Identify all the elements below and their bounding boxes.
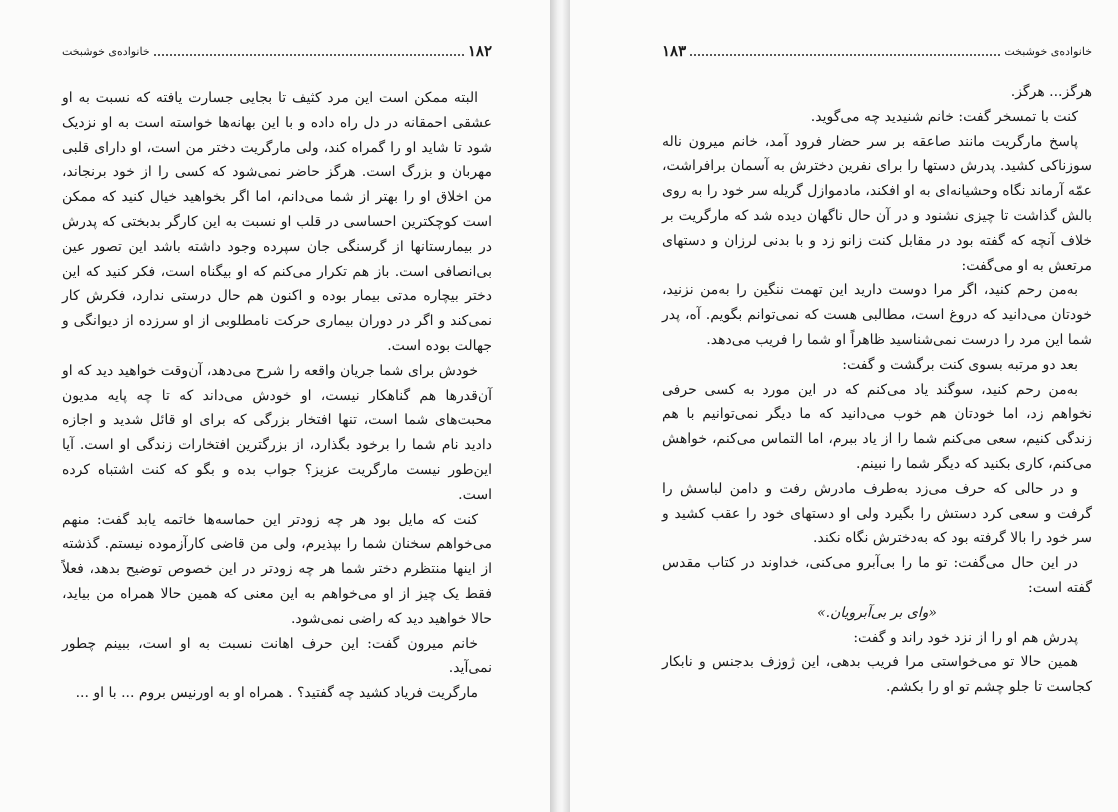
paragraph: و در حالی که حرف می‌زد به‌طرف مادرش رفت و دامن لباسش را گرفت و سعی کرد دستش را بگیرد ولی او دستهای خود را عقب کشید و سر خود را بالا گرفته بود که به‌دخترش نگاه نکند.	[662, 480, 1092, 547]
paragraph: کنت که مایل بود هر چه زودتر این حماسه‌ها خاتمه یابد گفت: منهم می‌خواهم سخنان شما را بپذیرم، ولی من قاضی کارآزموده نیستم. گذشته از اینها منتظرم دختر شما هر چه زودتر در این خصوص توضیح بدهد، فعلاً فقط یک چیز از او می‌خواهم به این معنی که همین حالا همراه من بیاید، حالا خواهید دید که راضی نمی‌شود.	[62, 511, 493, 627]
paragraph: هرگز... هرگز.	[1010, 84, 1092, 100]
paragraph: به‌من رحم کنید، سوگند یاد می‌کنم که در این مورد به کسی حرفی نخواهم زد، اما خودتان هم خوب می‌دانید که ما دیگر نمی‌توانیم با هم زندگی کنیم، سعی می‌کنم شما را از یاد ببرم، اما التماس می‌کنم، خواهش می‌کنم، کاری بکنید که دیگر شما را نبینم.	[662, 381, 1092, 472]
book-gutter	[550, 0, 570, 812]
paragraph: خانم میرون گفت: این حرف اهانت نسبت به او است، ببینم چطور نمی‌آید.	[62, 635, 492, 677]
left-page	[0, 0, 550, 812]
running-title: خانواده‌ی خوشبخت	[1004, 44, 1092, 58]
paragraph: خودش برای شما جریان واقعه را شرح می‌دهد، آن‌وقت خواهید دید که او آن‌قدرها هم گناهکار نیست، او خودش می‌داند که تا چه پایه مدیون محبت‌های شما است، تنها افتخار بزرگی که برای او قائل شدید و اجازه دادید نام شما را برخود بگذارد، از بزرگترین افتخارات زندگی او است. آیا این‌طور نیست مارگریت عزیز؟ جواب بده و بگو که کنت اشتباه کرده است.	[62, 362, 492, 503]
page-number: ۱۸۲	[467, 42, 492, 60]
right-page-header	[662, 40, 1092, 62]
header-dot-leader	[154, 52, 464, 56]
paragraph: مارگریت فریاد کشید چه گفتید؟ . همراه او به اورنیس بروم ... با او ...	[75, 685, 478, 702]
right-page	[570, 0, 1118, 812]
header-dot-leader	[690, 52, 1000, 56]
running-title: خانواده‌ی خوشبخت	[62, 44, 150, 58]
page-number: ۱۸۳	[662, 42, 687, 60]
left-page-text	[62, 86, 492, 706]
paragraph: کنت با تمسخر گفت: خانم شنیدید چه می‌گوید.	[810, 108, 1078, 125]
paragraph: همین حالا تو می‌خواستی مرا فریب بدهی، این ژوزف بدجنس و نابکار کجاست تا جلو چشم تو او را بکشم.	[662, 654, 1092, 696]
right-page-text	[662, 80, 1092, 700]
paragraph: پاسخ مارگریت مانند صاعقه بر سر حضار فرود آمد، خانم میرون ناله سوزناکی کشید. پدرش دستها را برای نفرین دخترش به آسمان برافراشت، عمّه آرماند نگاه وحشیانه‌ای به او افکند، مادموازل گریله سر خود را به روی بالش گذاشت تا چیزی نشنود و در آن حال ناگهان دیده شد که مارگریت بر خلاف آنچه که گفته بود در مقابل کنت زانو زد و با بدنی لرزان و دستهای مرتعش به او می‌گفت:	[662, 133, 1092, 274]
quote-line: «وای بر بی‌آبرویان.»	[817, 604, 937, 621]
paragraph: پدرش هم او را از نزد خود راند و گفت:	[853, 629, 1078, 646]
paragraph: بعد دو مرتبه بسوی کنت برگشت و گفت:	[842, 356, 1078, 373]
paragraph: البته ممکن است این مرد کثیف تا بجایی جسارت یافته که نسبت به او عشقی احمقانه در دل راه داده و با این بهانه‌ها خواسته است به او نزدیک شود تا شاید او را گمراه کند، ولی مارگریت دختر من است، او دارای قلبی مهربان و بزرگ است. هرگز حاضر نمی‌شود که کسی را از خود برنجاند، من اخلاق او را بهتر از شما می‌دانم، اما اگر بخواهید خیال کنید که ممکن است کوچکترین احساسی در قلب او نسبت به این کارگر بدبختی که پدرش در بیمارستانها از گرسنگی جان سپرده وجود داشته باشد این تصور عین بی‌انصافی است. باز هم تکرار می‌کنم که او بیگناه است، فکر کنید که این دختر بیچاره مدتی بیمار بوده و اکنون هم حال درستی ندارد، فکرش کار نمی‌کند و اگر در دوران بیماری حرکت نامطلوبی از او سرزده از دیوانگی و جهالت بوده است.	[62, 90, 493, 354]
paragraph: در این حال می‌گفت: تو ما را بی‌آبرو می‌کنی، خداوند در کتاب مقدس گفته است:	[662, 555, 1092, 596]
left-page-header	[62, 40, 492, 62]
paragraph: به‌من رحم کنید، اگر مرا دوست دارید این تهمت ننگین را به‌من نزنید، خودتان می‌دانید که دروغ است، مطالبی هست که نمی‌توانم بگویم. آه، پدر شما این مرد را درست نمی‌شناسید ظاهراً او شما را فریب می‌دهد.	[662, 282, 1092, 348]
